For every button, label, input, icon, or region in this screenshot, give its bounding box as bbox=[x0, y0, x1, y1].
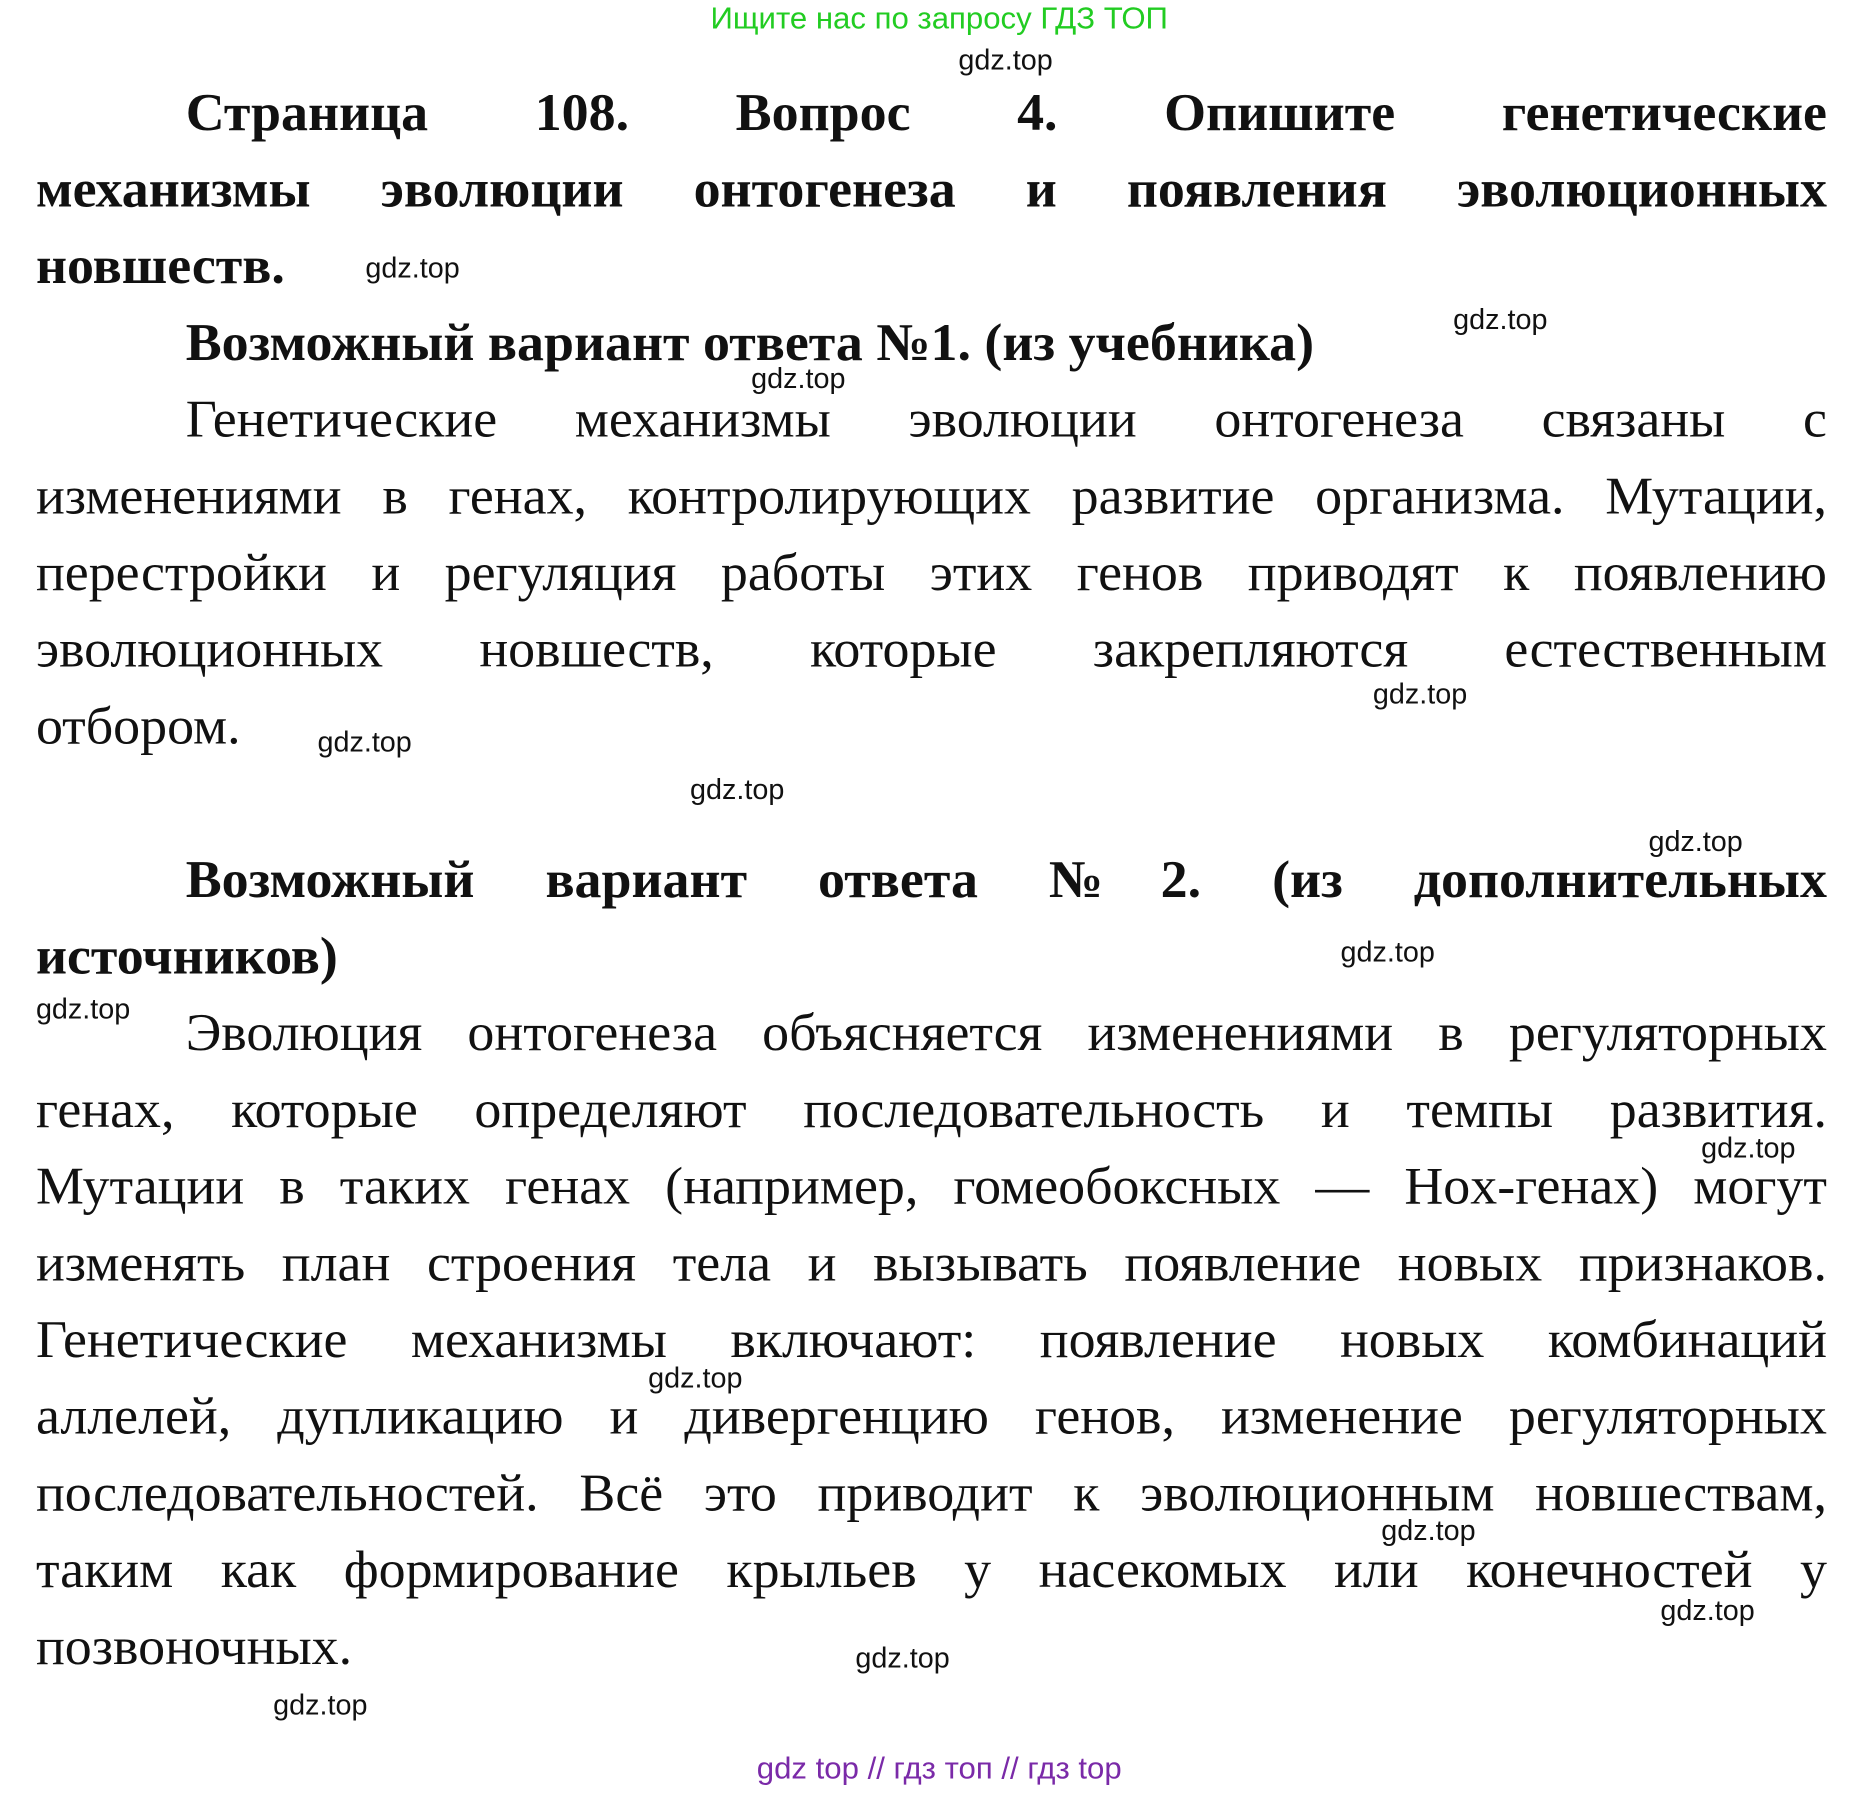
watermark: gdz.top bbox=[855, 1642, 950, 1675]
question-title-line: Страница 108. Вопрос 4. Опишите генетические bbox=[185, 82, 1827, 142]
watermark: gdz.top bbox=[1372, 678, 1468, 711]
answer2-line: Эволюция онтогенеза объясняется изменениями в регуляторных bbox=[185, 1002, 1827, 1062]
watermark: gdz.top bbox=[1381, 1515, 1476, 1547]
answer2-line: Генетические механизмы включают: появление новых комбинаций bbox=[35, 1309, 1827, 1369]
watermark: gdz.top bbox=[1660, 1595, 1755, 1628]
search-banner: Ищите нас по запросу ГДЗ ТОП bbox=[710, 0, 1168, 36]
watermark: gdz.top bbox=[958, 44, 1053, 77]
answer2-line: изменять план строения тела и вызывать появление новых признаков. bbox=[35, 1233, 1827, 1293]
watermark: gdz.top bbox=[1340, 936, 1435, 969]
watermark: gdz.top bbox=[690, 774, 785, 806]
watermark: gdz.top bbox=[1648, 825, 1743, 858]
answer1-line: изменениями в генах, контролирующих развитие организма. Мутации, bbox=[35, 466, 1827, 526]
answer2-heading: источников) bbox=[35, 926, 338, 986]
footer-links[interactable]: gdz top // гдз топ // гдз top bbox=[756, 1749, 1122, 1786]
watermark: gdz.top bbox=[648, 1362, 743, 1395]
answer1-heading: Возможный вариант ответа №1. (из учебника) bbox=[185, 312, 1315, 372]
watermark: gdz.top bbox=[317, 726, 412, 759]
answer1-line: Генетические механизмы эволюции онтогенеза связаны с bbox=[185, 389, 1827, 449]
question-title-line: механизмы эволюции онтогенеза и появления эволюционных bbox=[35, 159, 1827, 219]
watermark: gdz.top bbox=[35, 993, 131, 1026]
answer1-line: отбором. bbox=[35, 696, 241, 756]
answer2-line: позвоночных. bbox=[35, 1616, 353, 1676]
answer1-line: перестройки и регуляция работы этих генов приводят к появлению bbox=[35, 542, 1827, 602]
answer2-line: генах, которые определяют последовательность и темпы развития. bbox=[35, 1079, 1827, 1139]
watermark: gdz.top bbox=[365, 252, 460, 285]
answer2-line: Мутации в таких генах (например, гомеобоксных — Hox-генах) могут bbox=[35, 1156, 1827, 1216]
watermark: gdz.top bbox=[273, 1689, 368, 1722]
answer2-heading: Возможный вариант ответа №2. (из дополнительных bbox=[185, 849, 1827, 909]
answer2-line: таким как формирование крыльев у насекомых или конечностей у bbox=[35, 1539, 1827, 1599]
answer1-line: эволюционных новшеств, которые закрепляются естественным bbox=[35, 619, 1827, 679]
answer2-line: последовательностей. Всё это приводит к эволюционным новшествам, bbox=[35, 1463, 1827, 1523]
watermark: gdz.top bbox=[751, 363, 846, 396]
answer2-line: аллелей, дупликацию и дивергенцию генов, изменение регуляторных bbox=[35, 1386, 1827, 1446]
watermark: gdz.top bbox=[1453, 304, 1548, 337]
question-title-line: новшеств. bbox=[35, 235, 285, 295]
watermark: gdz.top bbox=[1701, 1132, 1796, 1165]
